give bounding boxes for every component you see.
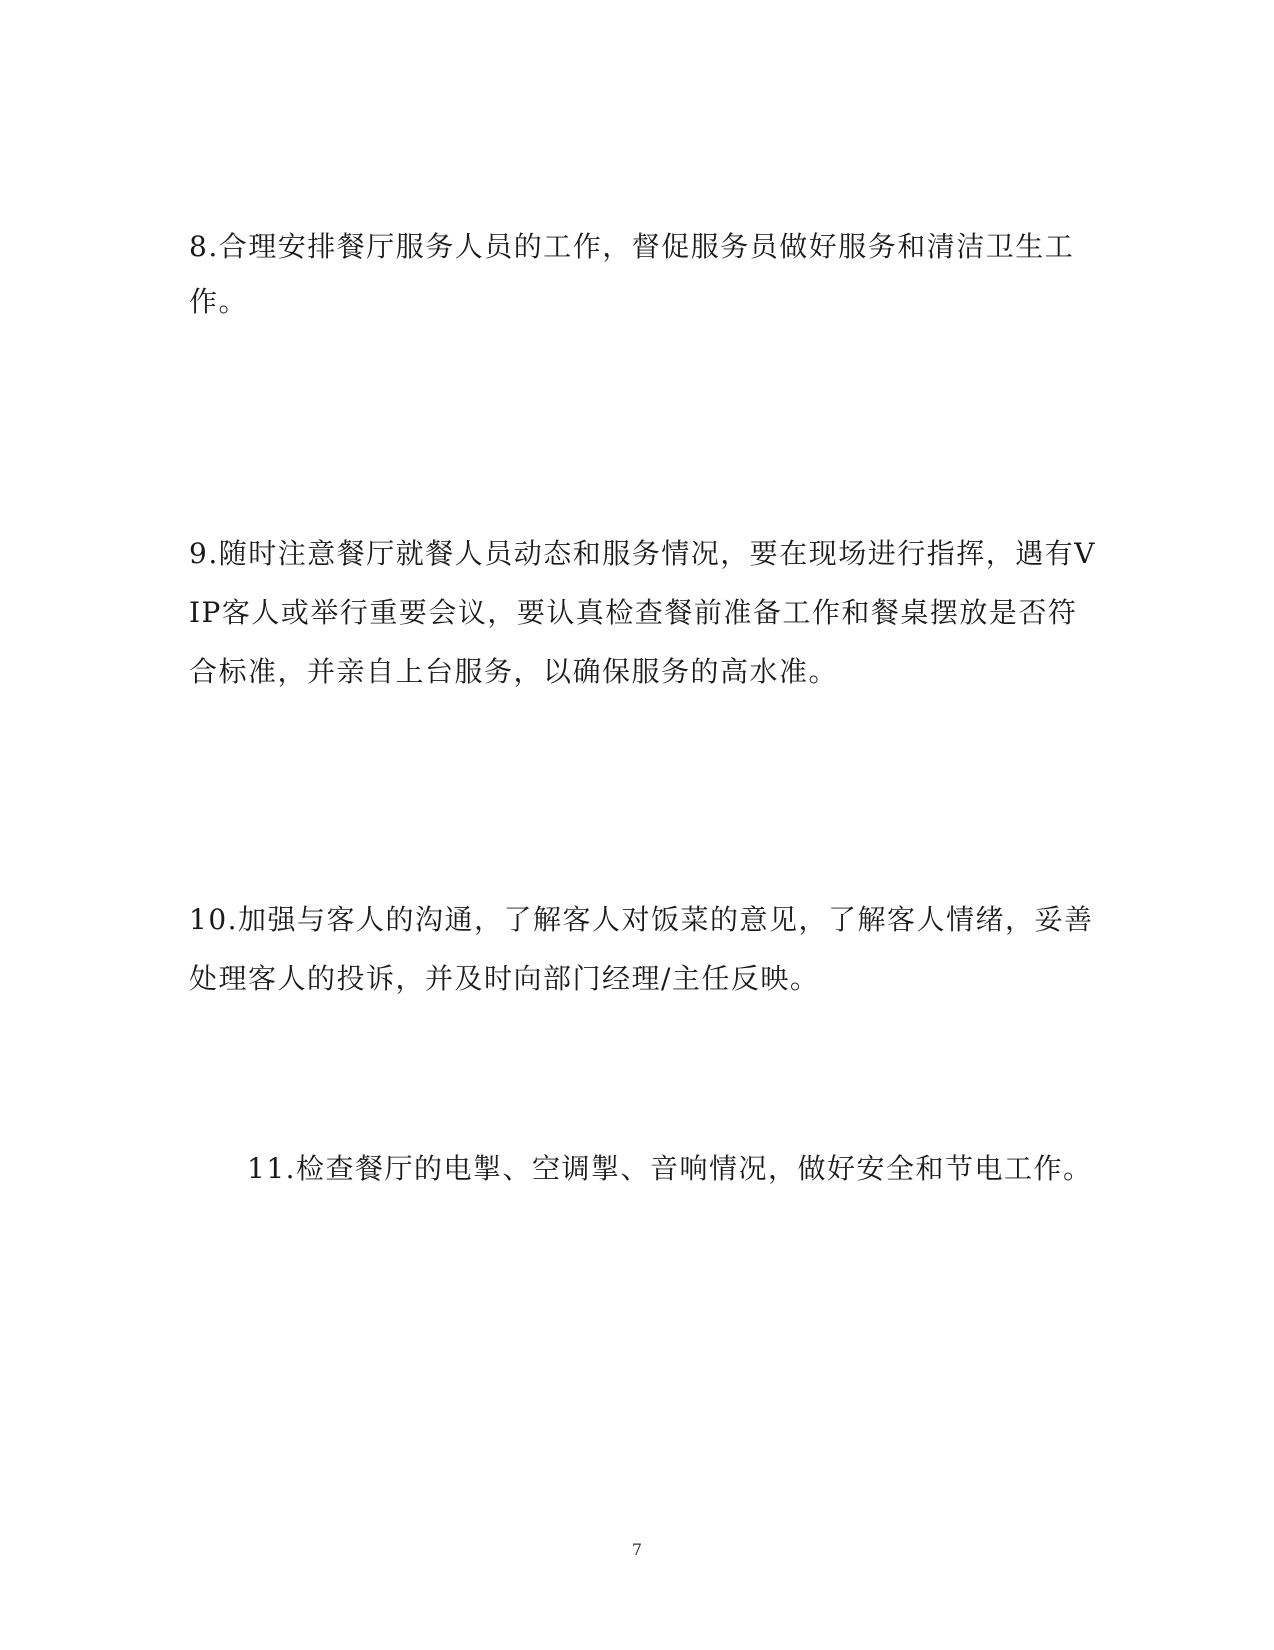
paragraph-line: 处理客人的投诉，并及时向部门经理/主任反映。: [189, 962, 820, 995]
paragraph-line: 8.合理安排餐厅服务人员的工作，督促服务员做好服务和清洁卫生工: [189, 230, 1075, 263]
paragraph-line: IP客人或举行重要会议，要认真检查餐前准备工作和餐桌摆放是否符: [189, 596, 1078, 629]
page-number: 7: [631, 1540, 643, 1559]
paragraph-line: 11.检查餐厅的电掣、空调掣、音响情况，做好安全和节电工作。: [247, 1152, 1093, 1185]
paragraph-line: 10.加强与客人的沟通，了解客人对饭菜的意见，了解客人情绪，妥善: [189, 903, 1094, 936]
paragraph-line: 9.随时注意餐厅就餐人员动态和服务情况，要在现场进行指挥，遇有V: [189, 537, 1096, 570]
paragraph-line: 合标准，并亲自上台服务，以确保服务的高水准。: [189, 655, 839, 688]
paragraph-line: 作。: [189, 285, 249, 318]
